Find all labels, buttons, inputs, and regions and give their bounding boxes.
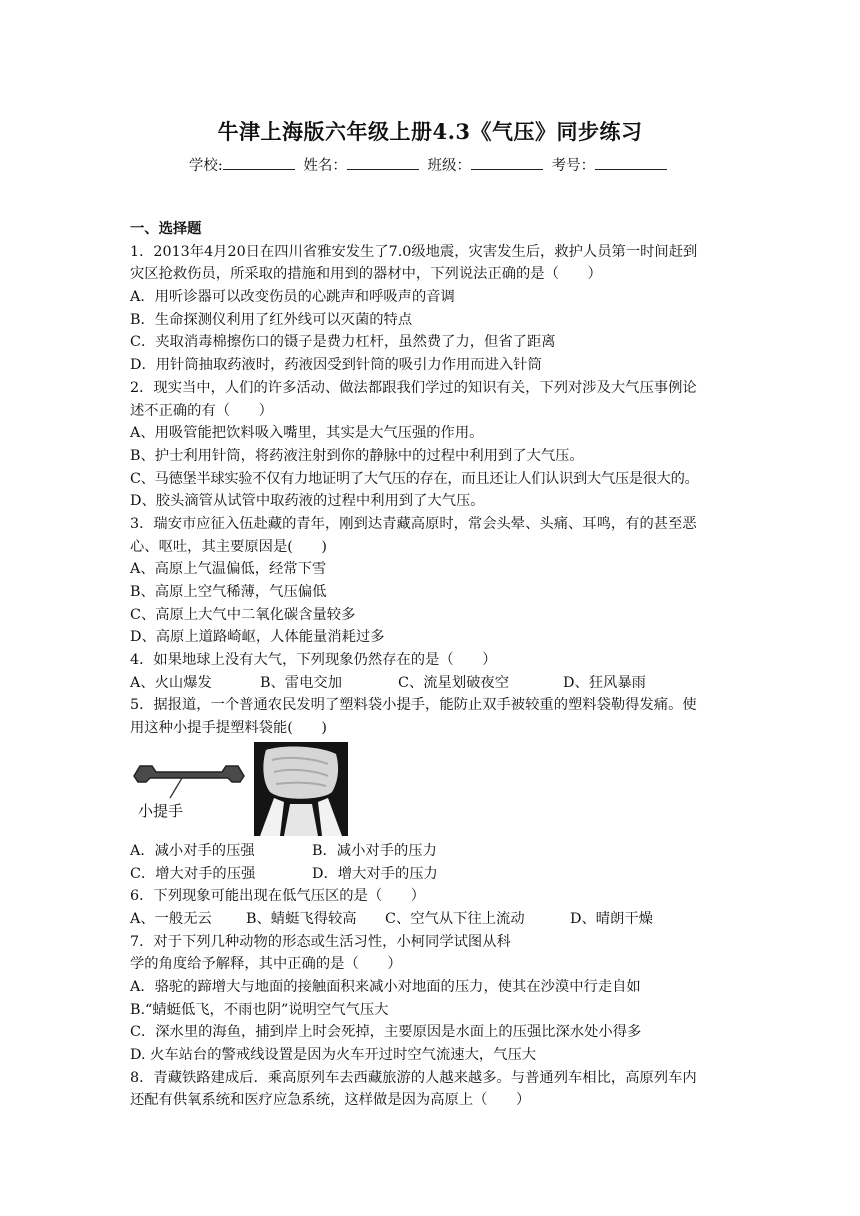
q6-options-row [130, 908, 740, 931]
q4-options-row [130, 672, 740, 695]
q7-option-d: D. 火车站台的警戒线设置是因为火车开过时空气流速大，气压大 [130, 1047, 537, 1063]
q8-stem-line1: 8．青藏铁路建成后．乘高原列车去西藏旅游的人越来越多。与普通列车相比，高原列车内 [130, 1069, 697, 1086]
q4-option-c: C、流星划破夜空 [398, 674, 510, 691]
q3-option-b: B、高原上空气稀薄，气压偏低 [130, 584, 327, 600]
class-blank[interactable] [471, 155, 543, 170]
q6-stem: 6．下列现象可能出现在低气压区的是（ ） [130, 888, 426, 905]
q3-option-d: D、高原上道路崎岖，人体能量消耗过多 [130, 629, 385, 646]
name-blank[interactable] [347, 155, 419, 170]
q1-stem-line2: 灾区抢救伤员，所采取的措施和用到的器材中，下列说法正确的是（ ） [130, 266, 602, 283]
page-title: 牛津上海版六年级上册4.3《气压》同步练习 [217, 119, 643, 144]
name-label: 姓名： [303, 158, 347, 174]
q8-stem-line2: 还配有供氧系统和医疗应急系统，这样做是因为高原上（ ） [130, 1092, 531, 1109]
q1-option-c: C．夹取消毒棉擦伤口的镊子是费力杠杆，虽然费了力，但省了距离 [130, 334, 556, 351]
q5-options-row2 [130, 863, 740, 886]
q7-option-c: C．深水里的海鱼，捕到岸上时会死掉，主要原因是水面上的压强比深水处小得多 [130, 1024, 642, 1041]
q7-stem-line2: 学的角度给予解释，其中正确的是（ ） [130, 956, 402, 973]
q5-option-b: B．减小对手的压力 [312, 842, 437, 859]
exam-no-label: 考号： [551, 158, 596, 174]
school-blank[interactable] [223, 155, 295, 170]
q6-option-b: B、蜻蜓飞得较高 [246, 910, 357, 927]
hand-with-bag-photo [254, 742, 348, 836]
q2-option-a: A、用吸管能把饮料吸入嘴里，其实是大气压强的作用。 [130, 425, 484, 442]
handle-label: 小提手 [138, 801, 184, 820]
q5-stem-line2: 用这种小提手提塑料袋能( ) [130, 720, 328, 737]
q3-option-c: C、高原上大气中二氧化碳含量较多 [130, 606, 356, 623]
q2-stem-line1: 2．现实当中，人们的许多活动、做法都跟我们学过的知识有关，下列对涉及大气压事例论 [130, 379, 697, 396]
q5-option-d: D．增大对手的压力 [312, 865, 438, 882]
q1-option-a: A．用听诊器可以改变伤员的心跳声和呼吸声的音调 [130, 289, 455, 306]
q4-option-d: D、狂风暴雨 [563, 674, 646, 691]
question-content [130, 218, 740, 1112]
q2-option-b: B、护士利用针筒，将药液注射到你的静脉中的过程中利用到了大气压。 [130, 447, 584, 464]
q1-option-d: D．用针筒抽取药液时，药液因受到针筒的吸引力作用而进入针筒 [130, 357, 542, 374]
q1-option-b: B．生命探测仪利用了红外线可以灭菌的特点 [130, 311, 413, 328]
q3-option-a: A、高原上气温偏低，经常下雪 [130, 561, 327, 578]
q1-stem-line1: 1．2013年4月20日在四川省雅安发生了7.0级地震，灾害发生后，救护人员第一时间赶到 [130, 243, 698, 260]
q7-option-a: A．骆驼的蹄增大与地面的接触面积来减小对地面的压力，使其在沙漠中行走自如 [130, 978, 641, 995]
q7-option-b: B.“蜻蜓低飞，不雨也阴”说明空气气压大 [130, 1001, 389, 1018]
q3-stem-line1: 3．瑞安市应征入伍赴藏的青年，刚到达青藏高原时，常会头晕、头痛、耳鸣，有的甚至恶 [130, 515, 697, 532]
q5-figure [130, 742, 740, 836]
q6-option-d: D、晴朗干燥 [570, 910, 653, 927]
q4-stem: 4．如果地球上没有大气，下列现象仍然存在的是（ ） [130, 652, 497, 669]
q4-option-b: B、雷电交加 [260, 674, 342, 691]
q6-option-a: A、一般无云 [130, 910, 212, 927]
q6-option-c: C、空气从下往上流动 [385, 910, 525, 927]
student-info-line [0, 154, 860, 175]
q2-option-c: C、马德堡半球实验不仅有力地证明了大气压的存在，而且还让人们认识到大气压是很大的。 [130, 470, 699, 487]
q5-option-c: C．增大对手的压强 [130, 865, 256, 882]
class-label: 班级： [427, 158, 471, 174]
school-label: 学校: [188, 158, 223, 174]
exam-no-blank[interactable] [595, 155, 667, 170]
q2-option-d: D、胶头滴管从试管中取药液的过程中利用到了大气压。 [130, 493, 485, 510]
q5-options-row1 [130, 840, 740, 863]
section-heading: 一、选择题 [130, 221, 202, 237]
q3-stem-line2: 心、呕吐，其主要原因是( ) [130, 538, 328, 555]
q5-stem-line1: 5．据报道，一个普通农民发明了塑料袋小提手，能防止双手被较重的塑料袋勒得发痛。使 [130, 697, 697, 714]
q5-option-a: A．减小对手的压强 [130, 842, 255, 859]
q7-stem-line1: 7．对于下列几种动物的形态或生活习性，小柯同学试图从科 [130, 933, 511, 950]
q4-option-a: A、火山爆发 [130, 674, 212, 691]
handle-illustration [130, 748, 248, 824]
q2-stem-line2: 述不正确的有（ ） [130, 402, 273, 419]
